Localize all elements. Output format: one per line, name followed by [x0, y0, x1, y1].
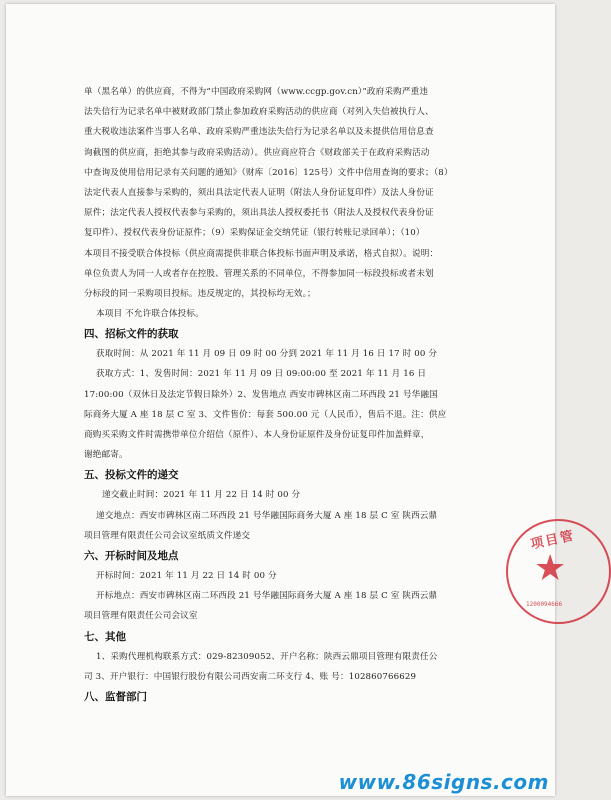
sec7-line: 司 3、开户银行：中国银行股份有限公司西安南二环支行 4、账 号：102860766629 [84, 671, 417, 682]
body-line: 复印件）、授权代表身份证原件；（9）采购保证金交纳凭证（银行转账记录回单）；（10） [84, 228, 425, 239]
sec6-line: 开标时间：2021 年 11 月 22 日 14 时 00 分 [96, 570, 277, 581]
document-body [84, 82, 496, 707]
document-page [6, 4, 577, 796]
sec4-line: 谢绝邮寄。 [84, 450, 128, 461]
sec4-line: 际商务大厦 A 座 18 层 C 室 3、文件售价：每套 500.00 元（人民币），售后不退。注：供应 [84, 409, 447, 420]
sec7-line: 1、采购代理机构联系方式：029-82309052、开户名称：陕西云鼎项目管理有限责任公 [96, 651, 438, 662]
body-line: 原件；法定代表人授权代表参与采购的，须出具法人授权委托书（附法人及授权代表身份证 [84, 208, 434, 219]
body-line: 重大税收违法案件当事人名单、政府采购严重违法失信行为记录名单以及未提供信用信息查 [84, 127, 434, 138]
body-line: 询截图的供应商，拒绝其参与政府采购活动）。供应商应符合《财政部关于在政府采购活动 [84, 147, 430, 158]
body-line: 单位负责人为同一人或者存在控股、管理关系的不同单位，不得参加同一标段投标或者未划 [84, 268, 434, 279]
body-line: 法失信行为记录名单中被财政部门禁止参加政府采购活动的供应商（对列入失信被执行人、 [84, 107, 434, 118]
sec4-line: 获取时间：从 2021 年 11 月 09 日 09 时 00 分到 2021 年 11 月 16 日 17 时 00 分 [96, 349, 438, 360]
body-line: 法定代表人直接参与采购的，须出具法定代表人证明（附法人身份证复印件）及法人身份证 [84, 187, 434, 198]
body-line: 本项目不接受联合体投标（供应商需提供非联合体投标书面声明及承诺，格式自拟）。说明： [84, 248, 439, 259]
site-watermark: www.86signs.com [338, 770, 549, 794]
sec4-line: 17:00:00（双休日及法定节假日除外）2、发售地点 西安市碑林区南二环西段 21 号华融国 [84, 389, 438, 400]
section-heading-6: 六、开标时间及地点 [84, 549, 179, 562]
section-heading-5: 五、投标文件的递交 [84, 469, 179, 482]
body-line: 中查询及使用信用记录有关问题的通知》（财库〔2016〕125号）文件中信用查询的要求；（8） [84, 167, 453, 178]
sec4-line: 获取方式：1、发售时间：2021 年 11 月 09 日 09:00:00 至 2021 年 11 月 16 日 [96, 369, 427, 380]
body-line: 单（黑名单）的供应商，不得为“中国政府采购网（www.ccgp.gov.cn）”政府采购严重违 [84, 87, 429, 97]
sec6-line: 项目管理有限责任公司会议室 [84, 611, 198, 622]
seal-text: 项目管 [529, 528, 577, 553]
section-heading-7: 七、其他 [84, 630, 126, 643]
sec4-line: 商购买采购文件时需携带单位介绍信（原件）、本人身份证原件及身份证复印件加盖鲜章， [84, 430, 430, 440]
section-heading-8: 八、监督部门 [84, 690, 147, 703]
sec6-line: 开标地点：西安市碑林区南二环西段 21 号华融国际商务大厦 A 座 18 层 C 室 陕西云鼎 [96, 591, 438, 602]
body-line: 分标段的同一采购项目投标。违反规定的，其投标均无效。； [84, 288, 316, 299]
sec5-line: 项目管理有限责任公司会议室纸质文件递交 [84, 530, 251, 541]
sec5-line: 递交地点：西安市碑林区南二环西段 21 号华融国际商务大厦 A 座 18 层 C 室 陕西云鼎 [96, 510, 438, 521]
consortium-note: 本项目 不允许联合体投标。 [96, 309, 204, 320]
seal-code: 1200094666 [526, 601, 563, 608]
section-heading-4: 四、招标文件的获取 [84, 328, 179, 341]
sec5-line: 递交截止时间：2021 年 11 月 22 日 14 时 00 分 [102, 490, 301, 501]
star-icon: ★ [534, 548, 567, 589]
company-seal [506, 519, 611, 624]
